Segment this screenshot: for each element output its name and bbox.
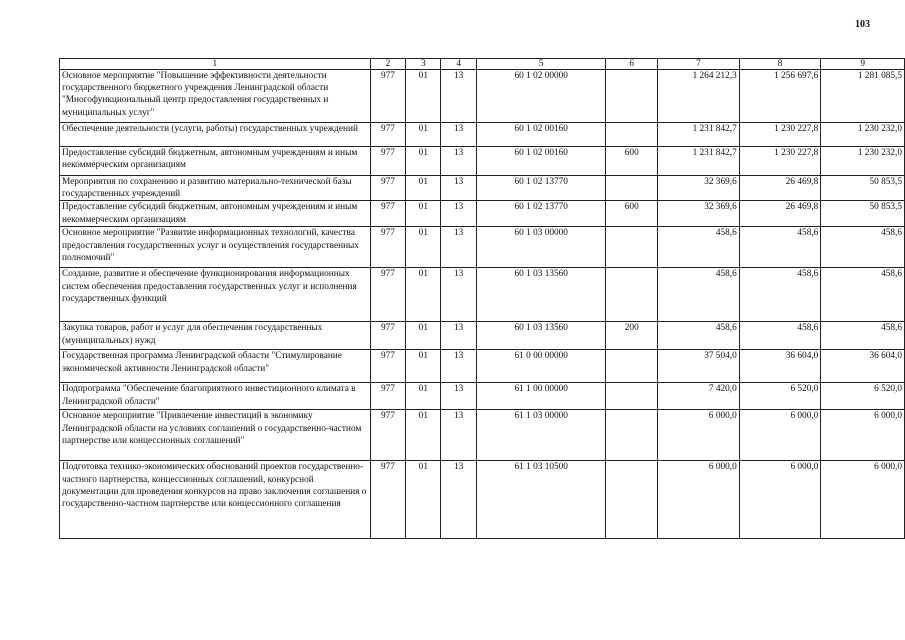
cell-section: 01: [406, 322, 441, 350]
cell-expense-type: 600: [606, 147, 658, 176]
cell-amount-col7: 6 000,0: [658, 410, 740, 461]
cell-subsection: 13: [441, 383, 477, 410]
cell-amount-col7: 458,6: [658, 227, 740, 268]
column-header: 6: [606, 59, 658, 70]
cell-target-article: 60 1 02 00160: [477, 123, 606, 147]
cell-amount-col9: 50 853,5: [821, 201, 905, 227]
table-row: [60, 383, 905, 410]
cell-amount-col8: 1 230 227,8: [739, 123, 821, 147]
cell-amount-col8: 6 000,0: [739, 461, 821, 539]
cell-section: 01: [406, 410, 441, 461]
row-name: Мероприятия по сохранению и развитию материально-технической базы государственных учреждений: [60, 176, 371, 201]
row-name: Предоставление субсидий бюджетным, автономным учреждениям и иным некоммерческим организациям: [60, 147, 371, 176]
cell-ministry: 977: [370, 201, 406, 227]
cell-subsection: 13: [441, 461, 477, 539]
cell-target-article: 60 1 02 00160: [477, 147, 606, 176]
cell-target-article: 61 1 03 00000: [477, 410, 606, 461]
cell-subsection: 13: [441, 201, 477, 227]
cell-target-article: 60 1 02 13770: [477, 201, 606, 227]
cell-target-article: 61 1 03 10500: [477, 461, 606, 539]
column-header: 1: [60, 59, 371, 70]
budget-table: [59, 58, 905, 539]
cell-expense-type: [606, 350, 658, 383]
cell-amount-col8: 458,6: [739, 268, 821, 322]
cell-subsection: 13: [441, 268, 477, 322]
table-row: [60, 147, 905, 176]
cell-section: 01: [406, 201, 441, 227]
cell-amount-col8: 36 604,0: [739, 350, 821, 383]
row-name: Основное мероприятие "Развитие информационных технологий, качества предоставления государственных услуг и осуществления государственных полномочий": [60, 227, 371, 268]
cell-amount-col8: 1 256 697,6: [739, 70, 821, 123]
table-row: [60, 350, 905, 383]
cell-ministry: 977: [370, 70, 406, 123]
cell-subsection: 13: [441, 70, 477, 123]
cell-ministry: 977: [370, 268, 406, 322]
cell-ministry: 977: [370, 350, 406, 383]
cell-amount-col7: 32 369,6: [658, 176, 740, 201]
cell-amount-col9: 6 000,0: [821, 461, 905, 539]
cell-subsection: 13: [441, 227, 477, 268]
cell-section: 01: [406, 123, 441, 147]
header-row: [60, 59, 905, 70]
row-name: Закупка товаров, работ и услуг для обеспечения государственных (муниципальных) нужд: [60, 322, 371, 350]
cell-amount-col7: 32 369,6: [658, 201, 740, 227]
cell-ministry: 977: [370, 322, 406, 350]
cell-amount-col7: 6 000,0: [658, 461, 740, 539]
cell-amount-col9: 458,6: [821, 322, 905, 350]
cell-expense-type: [606, 268, 658, 322]
row-name: Обеспечение деятельности (услуги, работы) государственных учреждений: [60, 123, 371, 147]
column-header: 4: [441, 59, 477, 70]
column-header: 9: [821, 59, 905, 70]
cell-expense-type: [606, 410, 658, 461]
cell-ministry: 977: [370, 147, 406, 176]
cell-amount-col9: 50 853,5: [821, 176, 905, 201]
cell-amount-col9: 1 230 232,0: [821, 147, 905, 176]
row-name: Предоставление субсидий бюджетным, автономным учреждениям и иным некоммерческим организациям: [60, 201, 371, 227]
row-name: Подготовка технико-экономических обоснований проектов государственно-частного партнерства, концессионных соглашений, конкурсной документации для проведения конкурсов на право заключения соглашения о государственно-частном партнерстве или концессионного соглашения: [60, 461, 371, 539]
cell-amount-col8: 6 000,0: [739, 410, 821, 461]
table-row: [60, 461, 905, 539]
cell-amount-col8: 458,6: [739, 322, 821, 350]
cell-section: 01: [406, 176, 441, 201]
cell-ministry: 977: [370, 461, 406, 539]
table-row: [60, 410, 905, 461]
table-row: [60, 201, 905, 227]
table-row: [60, 176, 905, 201]
cell-amount-col9: 1 230 232,0: [821, 123, 905, 147]
cell-amount-col8: 458,6: [739, 227, 821, 268]
table-row: [60, 123, 905, 147]
cell-amount-col9: 6 000,0: [821, 410, 905, 461]
cell-expense-type: [606, 123, 658, 147]
cell-subsection: 13: [441, 410, 477, 461]
column-header: 3: [406, 59, 441, 70]
cell-ministry: 977: [370, 383, 406, 410]
table-row: [60, 70, 905, 123]
cell-amount-col9: 6 520,0: [821, 383, 905, 410]
page-number: 103: [855, 19, 870, 30]
cell-amount-col9: 458,6: [821, 268, 905, 322]
cell-amount-col8: 26 469,8: [739, 201, 821, 227]
cell-target-article: 61 0 00 00000: [477, 350, 606, 383]
cell-section: 01: [406, 383, 441, 410]
table-row: [60, 227, 905, 268]
cell-amount-col8: 26 469,8: [739, 176, 821, 201]
cell-section: 01: [406, 461, 441, 539]
column-header: 5: [477, 59, 606, 70]
cell-amount-col7: 458,6: [658, 268, 740, 322]
cell-expense-type: 600: [606, 201, 658, 227]
cell-section: 01: [406, 147, 441, 176]
cell-amount-col7: 458,6: [658, 322, 740, 350]
cell-amount-col9: 1 281 085,5: [821, 70, 905, 123]
column-header: 8: [739, 59, 821, 70]
cell-expense-type: [606, 227, 658, 268]
cell-section: 01: [406, 70, 441, 123]
cell-subsection: 13: [441, 123, 477, 147]
row-name: Основное мероприятие "Повышение эффективности деятельности государственного бюджетного учреждения Ленинградской области "Многофункциональный центр предоставления государственных и муниципальных услуг": [60, 70, 371, 123]
cell-ministry: 977: [370, 227, 406, 268]
cell-amount-col7: 7 420,0: [658, 383, 740, 410]
cell-amount-col7: 1 231 842,7: [658, 123, 740, 147]
cell-ministry: 977: [370, 123, 406, 147]
cell-expense-type: [606, 176, 658, 201]
cell-ministry: 977: [370, 176, 406, 201]
column-header: 2: [370, 59, 406, 70]
cell-target-article: 60 1 03 13560: [477, 268, 606, 322]
cell-expense-type: 200: [606, 322, 658, 350]
row-name: Создание, развитие и обеспечение функционирования информационных систем обеспечения предоставления государственных услуг и исполнения государственных функций: [60, 268, 371, 322]
cell-expense-type: [606, 70, 658, 123]
cell-target-article: 61 1 00 00000: [477, 383, 606, 410]
cell-target-article: 60 1 03 13560: [477, 322, 606, 350]
cell-target-article: 60 1 03 00000: [477, 227, 606, 268]
cell-amount-col7: 1 231 842,7: [658, 147, 740, 176]
cell-amount-col7: 1 264 212,3: [658, 70, 740, 123]
column-header: 7: [658, 59, 740, 70]
cell-subsection: 13: [441, 147, 477, 176]
cell-target-article: 60 1 02 00000: [477, 70, 606, 123]
cell-section: 01: [406, 268, 441, 322]
cell-expense-type: [606, 383, 658, 410]
row-name: Государственная программа Ленинградской области "Стимулирование экономической активности Ленинградской области": [60, 350, 371, 383]
cell-amount-col9: 36 604,0: [821, 350, 905, 383]
cell-ministry: 977: [370, 410, 406, 461]
cell-subsection: 13: [441, 322, 477, 350]
cell-expense-type: [606, 461, 658, 539]
cell-target-article: 60 1 02 13770: [477, 176, 606, 201]
cell-amount-col7: 37 504,0: [658, 350, 740, 383]
cell-section: 01: [406, 350, 441, 383]
row-name: Основное мероприятие "Привлечение инвестиций в экономику Ленинградской области на условиях соглашений о государственно-частном партнерстве или концессионных соглашений": [60, 410, 371, 461]
cell-amount-col8: 1 230 227,8: [739, 147, 821, 176]
cell-amount-col9: 458,6: [821, 227, 905, 268]
cell-amount-col8: 6 520,0: [739, 383, 821, 410]
cell-section: 01: [406, 227, 441, 268]
cell-subsection: 13: [441, 176, 477, 201]
table-row: [60, 268, 905, 322]
row-name: Подпрограмма "Обеспечение благоприятного инвестиционного климата в Ленинградской области": [60, 383, 371, 410]
table-row: [60, 322, 905, 350]
cell-subsection: 13: [441, 350, 477, 383]
